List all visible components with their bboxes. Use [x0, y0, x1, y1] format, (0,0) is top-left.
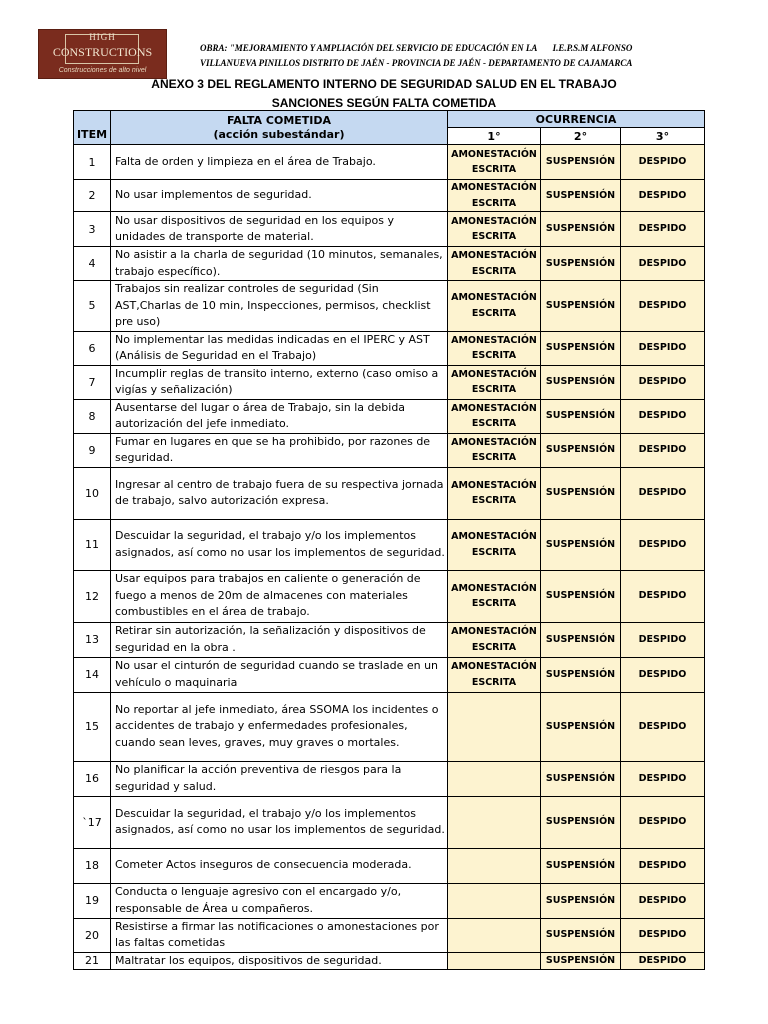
row-description: Descuidar la seguridad, el trabajo y/o los implementos asignados, así como no usar los implementos de seguridad. [111, 796, 448, 848]
row-ocurrencia-2: SUSPENSIÓN [541, 883, 621, 918]
row-ocurrencia-2: SUSPENSIÓN [541, 145, 621, 180]
row-ocurrencia-1: AMONESTACIÓN ESCRITA [448, 145, 541, 180]
header-item: ITEM [74, 111, 111, 145]
row-ocurrencia-2: SUSPENSIÓN [541, 433, 621, 467]
row-item-number: 5 [74, 281, 111, 332]
sanctions-table [73, 110, 705, 970]
row-ocurrencia-2: SUSPENSIÓN [541, 796, 621, 848]
table-row [74, 519, 705, 570]
header-ocurrencia: OCURRENCIA [448, 111, 705, 128]
table-row [74, 145, 705, 180]
row-ocurrencia-3: DESPIDO [621, 918, 705, 952]
row-ocurrencia-3: DESPIDO [621, 212, 705, 247]
row-description: No usar el cinturón de seguridad cuando se traslade en un vehículo o maquinaria [111, 657, 448, 692]
table-row [74, 570, 705, 622]
table-row [74, 365, 705, 399]
row-item-number: 10 [74, 467, 111, 519]
row-ocurrencia-1: AMONESTACIÓN ESCRITA [448, 212, 541, 247]
row-ocurrencia-1: AMONESTACIÓN ESCRITA [448, 281, 541, 332]
row-ocurrencia-1: AMONESTACIÓN ESCRITA [448, 365, 541, 399]
row-item-number: 13 [74, 622, 111, 657]
row-ocurrencia-1 [448, 883, 541, 918]
row-ocurrencia-1 [448, 918, 541, 952]
row-ocurrencia-2: SUSPENSIÓN [541, 918, 621, 952]
row-description: No reportar al jefe inmediato, área SSOMA los incidentes o accidentes de trabajo y enfermedades profesionales, cuando sean leves, graves, muy graves o mortales. [111, 692, 448, 761]
row-ocurrencia-1: AMONESTACIÓN ESCRITA [448, 622, 541, 657]
row-item-number: 18 [74, 848, 111, 883]
row-description: No implementar las medidas indicadas en el IPERC y AST (Análisis de Seguridad en el Trabajo) [111, 331, 448, 365]
row-description: Descuidar la seguridad, el trabajo y/o los implementos asignados, así como no usar los implementos de seguridad. [111, 519, 448, 570]
row-ocurrencia-1: AMONESTACIÓN ESCRITA [448, 399, 541, 433]
row-item-number: 20 [74, 918, 111, 952]
row-ocurrencia-3: DESPIDO [621, 622, 705, 657]
row-ocurrencia-3: DESPIDO [621, 331, 705, 365]
row-ocurrencia-2: SUSPENSIÓN [541, 365, 621, 399]
row-description: Cometer Actos inseguros de consecuencia moderada. [111, 848, 448, 883]
row-item-number: 2 [74, 180, 111, 212]
row-ocurrencia-3: DESPIDO [621, 692, 705, 761]
row-ocurrencia-3: DESPIDO [621, 281, 705, 332]
row-description: Fumar en lugares en que se ha prohibido, por razones de seguridad. [111, 433, 448, 467]
row-item-number: 16 [74, 761, 111, 796]
row-ocurrencia-1 [448, 796, 541, 848]
row-ocurrencia-2: SUSPENSIÓN [541, 331, 621, 365]
table-row [74, 281, 705, 332]
row-ocurrencia-1 [448, 952, 541, 970]
row-item-number: 11 [74, 519, 111, 570]
row-ocurrencia-3: DESPIDO [621, 145, 705, 180]
table-row [74, 399, 705, 433]
row-description: Trabajos sin realizar controles de seguridad (Sin AST,Charlas de 10 min, Inspecciones, permisos, checklist pre uso) [111, 281, 448, 332]
table-row [74, 848, 705, 883]
row-ocurrencia-2: SUSPENSIÓN [541, 467, 621, 519]
table-row [74, 918, 705, 952]
logo-line1: HIGH [89, 32, 116, 42]
row-item-number: 15 [74, 692, 111, 761]
row-ocurrencia-2: SUSPENSIÓN [541, 281, 621, 332]
row-ocurrencia-3: DESPIDO [621, 365, 705, 399]
row-ocurrencia-1: AMONESTACIÓN ESCRITA [448, 433, 541, 467]
row-ocurrencia-2: SUSPENSIÓN [541, 622, 621, 657]
row-ocurrencia-3: DESPIDO [621, 883, 705, 918]
row-ocurrencia-3: DESPIDO [621, 399, 705, 433]
row-description: No planificar la acción preventiva de riesgos para la seguridad y salud. [111, 761, 448, 796]
row-ocurrencia-3: DESPIDO [621, 180, 705, 212]
row-description: No usar dispositivos de seguridad en los equipos y unidades de transporte de material. [111, 212, 448, 247]
row-ocurrencia-3: DESPIDO [621, 467, 705, 519]
row-description: Retirar sin autorización, la señalización y dispositivos de seguridad en la obra . [111, 622, 448, 657]
row-item-number: 12 [74, 570, 111, 622]
row-ocurrencia-3: DESPIDO [621, 570, 705, 622]
obra-line1: OBRA: "MEJORAMIENTO Y AMPLIACIÓN DEL SERVICIO DE EDUCACIÓN EN LA I.E.P.S.M ALFONSO [200, 43, 633, 53]
row-ocurrencia-2: SUSPENSIÓN [541, 247, 621, 281]
row-item-number: `17 [74, 796, 111, 848]
row-ocurrencia-2: SUSPENSIÓN [541, 657, 621, 692]
row-ocurrencia-1: AMONESTACIÓN ESCRITA [448, 467, 541, 519]
row-description: Resistirse a firmar las notificaciones o amonestaciones por las faltas cometidas [111, 918, 448, 952]
header-falta-title: FALTA COMETIDA [226, 113, 332, 127]
row-ocurrencia-3: DESPIDO [621, 519, 705, 570]
row-item-number: 4 [74, 247, 111, 281]
row-description: Incumplir reglas de transito interno, externo (caso omiso a vigías y señalización) [111, 365, 448, 399]
row-item-number: 14 [74, 657, 111, 692]
table-row [74, 761, 705, 796]
row-ocurrencia-3: DESPIDO [621, 796, 705, 848]
document-subtitle: SANCIONES SEGÚN FALTA COMETIDA [271, 96, 497, 110]
table-row [74, 796, 705, 848]
row-ocurrencia-1: AMONESTACIÓN ESCRITA [448, 180, 541, 212]
row-description: Ausentarse del lugar o área de Trabajo, sin la debida autorización del jefe inmediato. [111, 399, 448, 433]
table-row [74, 883, 705, 918]
row-ocurrencia-1: AMONESTACIÓN ESCRITA [448, 519, 541, 570]
table-row [74, 212, 705, 247]
row-ocurrencia-1: AMONESTACIÓN ESCRITA [448, 247, 541, 281]
company-logo [38, 29, 167, 79]
row-item-number: 6 [74, 331, 111, 365]
row-ocurrencia-2: SUSPENSIÓN [541, 180, 621, 212]
row-item-number: 1 [74, 145, 111, 180]
header-falta [111, 111, 448, 145]
row-ocurrencia-3: DESPIDO [621, 952, 705, 970]
row-ocurrencia-2: SUSPENSIÓN [541, 399, 621, 433]
table-row [74, 692, 705, 761]
row-description: Usar equipos para trabajos en caliente o generación de fuego a menos de 20m de almacenes con materiales combustibles en el área de trabajo. [111, 570, 448, 622]
row-description: No asistir a la charla de seguridad (10 minutos, semanales, trabajo específico). [111, 247, 448, 281]
row-ocurrencia-1: AMONESTACIÓN ESCRITA [448, 570, 541, 622]
row-item-number: 3 [74, 212, 111, 247]
row-ocurrencia-2: SUSPENSIÓN [541, 761, 621, 796]
logo-tagline: Construcciones de alto nivel [58, 67, 147, 74]
row-item-number: 9 [74, 433, 111, 467]
row-description: Maltratar los equipos, dispositivos de seguridad. [111, 952, 448, 970]
row-description: Ingresar al centro de trabajo fuera de su respectiva jornada de trabajo, salvo autorización expresa. [111, 467, 448, 519]
row-ocurrencia-2: SUSPENSIÓN [541, 848, 621, 883]
row-ocurrencia-2: SUSPENSIÓN [541, 692, 621, 761]
row-item-number: 8 [74, 399, 111, 433]
document-title: ANEXO 3 DEL REGLAMENTO INTERNO DE SEGURIDAD SALUD EN EL TRABAJO [151, 77, 617, 91]
table-row [74, 952, 705, 970]
row-ocurrencia-3: DESPIDO [621, 761, 705, 796]
header-falta-subtitle: (acción subestándar) [213, 127, 345, 141]
logo-line2: CONSTRUCTIONS [52, 45, 153, 59]
table-row [74, 657, 705, 692]
row-description: No usar implementos de seguridad. [111, 180, 448, 212]
table-row [74, 180, 705, 212]
header-ocurrencia-1: 1° [448, 128, 541, 145]
row-ocurrencia-1 [448, 761, 541, 796]
row-description: Falta de orden y limpieza en el área de Trabajo. [111, 145, 448, 180]
row-ocurrencia-1: AMONESTACIÓN ESCRITA [448, 657, 541, 692]
row-ocurrencia-2: SUSPENSIÓN [541, 570, 621, 622]
row-ocurrencia-1 [448, 848, 541, 883]
row-ocurrencia-3: DESPIDO [621, 848, 705, 883]
row-item-number: 21 [74, 952, 111, 970]
row-item-number: 19 [74, 883, 111, 918]
row-ocurrencia-2: SUSPENSIÓN [541, 212, 621, 247]
row-ocurrencia-3: DESPIDO [621, 247, 705, 281]
row-ocurrencia-3: DESPIDO [621, 433, 705, 467]
row-ocurrencia-2: SUSPENSIÓN [541, 519, 621, 570]
table-row [74, 247, 705, 281]
row-item-number: 7 [74, 365, 111, 399]
table-row [74, 331, 705, 365]
row-ocurrencia-3: DESPIDO [621, 657, 705, 692]
table-row [74, 467, 705, 519]
table-row [74, 433, 705, 467]
row-ocurrencia-2: SUSPENSIÓN [541, 952, 621, 970]
row-ocurrencia-1 [448, 692, 541, 761]
obra-line2: VILLANUEVA PINILLOS DISTRITO DE JAÉN - PROVINCIA DE JAÉN - DEPARTAMENTO DE CAJAMARCA [200, 58, 633, 68]
header-ocurrencia-3: 3° [621, 128, 705, 145]
row-ocurrencia-1: AMONESTACIÓN ESCRITA [448, 331, 541, 365]
row-description: Conducta o lenguaje agresivo con el encargado y/o, responsable de Área u compañeros. [111, 883, 448, 918]
obra-header [200, 41, 632, 71]
table-row [74, 622, 705, 657]
header-ocurrencia-2: 2° [541, 128, 621, 145]
